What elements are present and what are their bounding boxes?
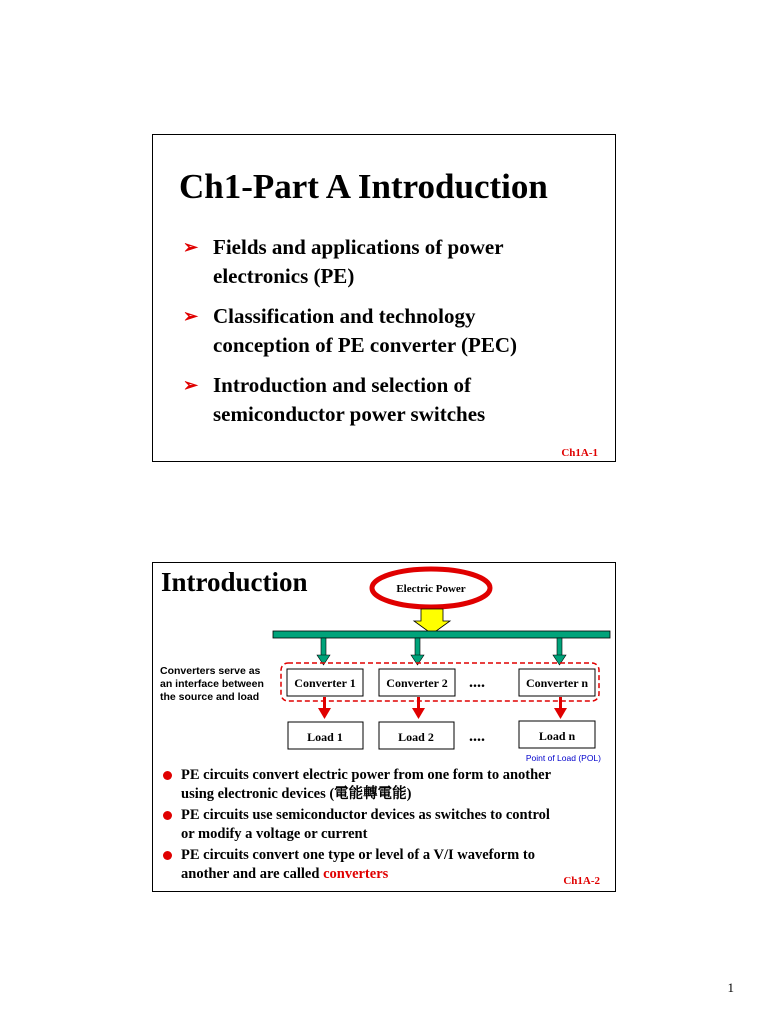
bullet-text: electronics (PE) xyxy=(213,264,355,288)
converters-highlight: converters xyxy=(323,866,389,882)
bullet-item: PE circuits convert electric power from one form to another using electronic devices (電能轉電能) xyxy=(161,766,611,804)
slide-number: Ch1A-1 xyxy=(561,447,598,459)
svg-text:Converters serve as: Converters serve as xyxy=(160,665,261,677)
bullet-dot-icon xyxy=(163,811,172,820)
bullet-list xyxy=(161,766,611,886)
bullet-item xyxy=(183,233,603,291)
svg-text:the source and load: the source and load xyxy=(160,691,260,703)
bullet-item xyxy=(183,302,603,360)
bullet-dot-icon xyxy=(163,771,172,780)
power-conversion-diagram xyxy=(153,563,615,763)
converter-label: Converter 1 xyxy=(294,676,356,690)
point-of-load-label: Point of Load (POL) xyxy=(525,753,601,763)
bullet-item xyxy=(183,371,603,429)
load-label: Load 2 xyxy=(398,730,434,744)
bullet-text: Fields and applications of power xyxy=(213,235,504,259)
converter-label: Converter n xyxy=(525,676,589,690)
slide-number: Ch1A-2 xyxy=(563,875,600,887)
svg-text:an interface between: an interface between xyxy=(160,678,264,690)
arrow-bullet-icon: ➢ xyxy=(183,306,199,326)
load-label: Load n xyxy=(538,729,576,743)
bullet-list xyxy=(183,233,603,440)
bullet-text: conception of PE converter (PEC) xyxy=(213,333,518,357)
page-number: 1 xyxy=(727,980,734,995)
ellipsis: .... xyxy=(469,728,485,745)
power-bus-bar xyxy=(273,631,610,638)
ellipsis: .... xyxy=(469,674,485,691)
bullet-text: semiconductor power switches xyxy=(213,402,486,426)
arrow-bullet-icon: ➢ xyxy=(183,237,199,257)
arrow-bullet-icon: ➢ xyxy=(183,375,199,395)
converter-label: Converter 2 xyxy=(386,676,448,690)
slide-title: Introduction xyxy=(161,567,308,597)
load-label: Load 1 xyxy=(307,730,343,744)
side-note xyxy=(160,665,264,703)
bullet-item: PE circuits use semiconductor devices as switches to control or modify a voltage or current xyxy=(161,806,611,844)
bullet-text: Introduction and selection of xyxy=(213,373,472,397)
slide-title: Ch1-Part A Introduction xyxy=(179,167,548,206)
bullet-item: PE circuits convert one type or level of a V/I waveform to another and are called converters xyxy=(161,846,611,884)
bus-to-converter-arrows xyxy=(317,638,566,665)
slide-2 xyxy=(152,562,616,892)
bullet-dot-icon xyxy=(163,851,172,860)
electric-power-label: Electric Power xyxy=(396,583,466,595)
down-arrow-icon xyxy=(414,609,450,634)
bullet-text: Classification and technology xyxy=(213,304,476,328)
slide-1 xyxy=(152,134,616,462)
